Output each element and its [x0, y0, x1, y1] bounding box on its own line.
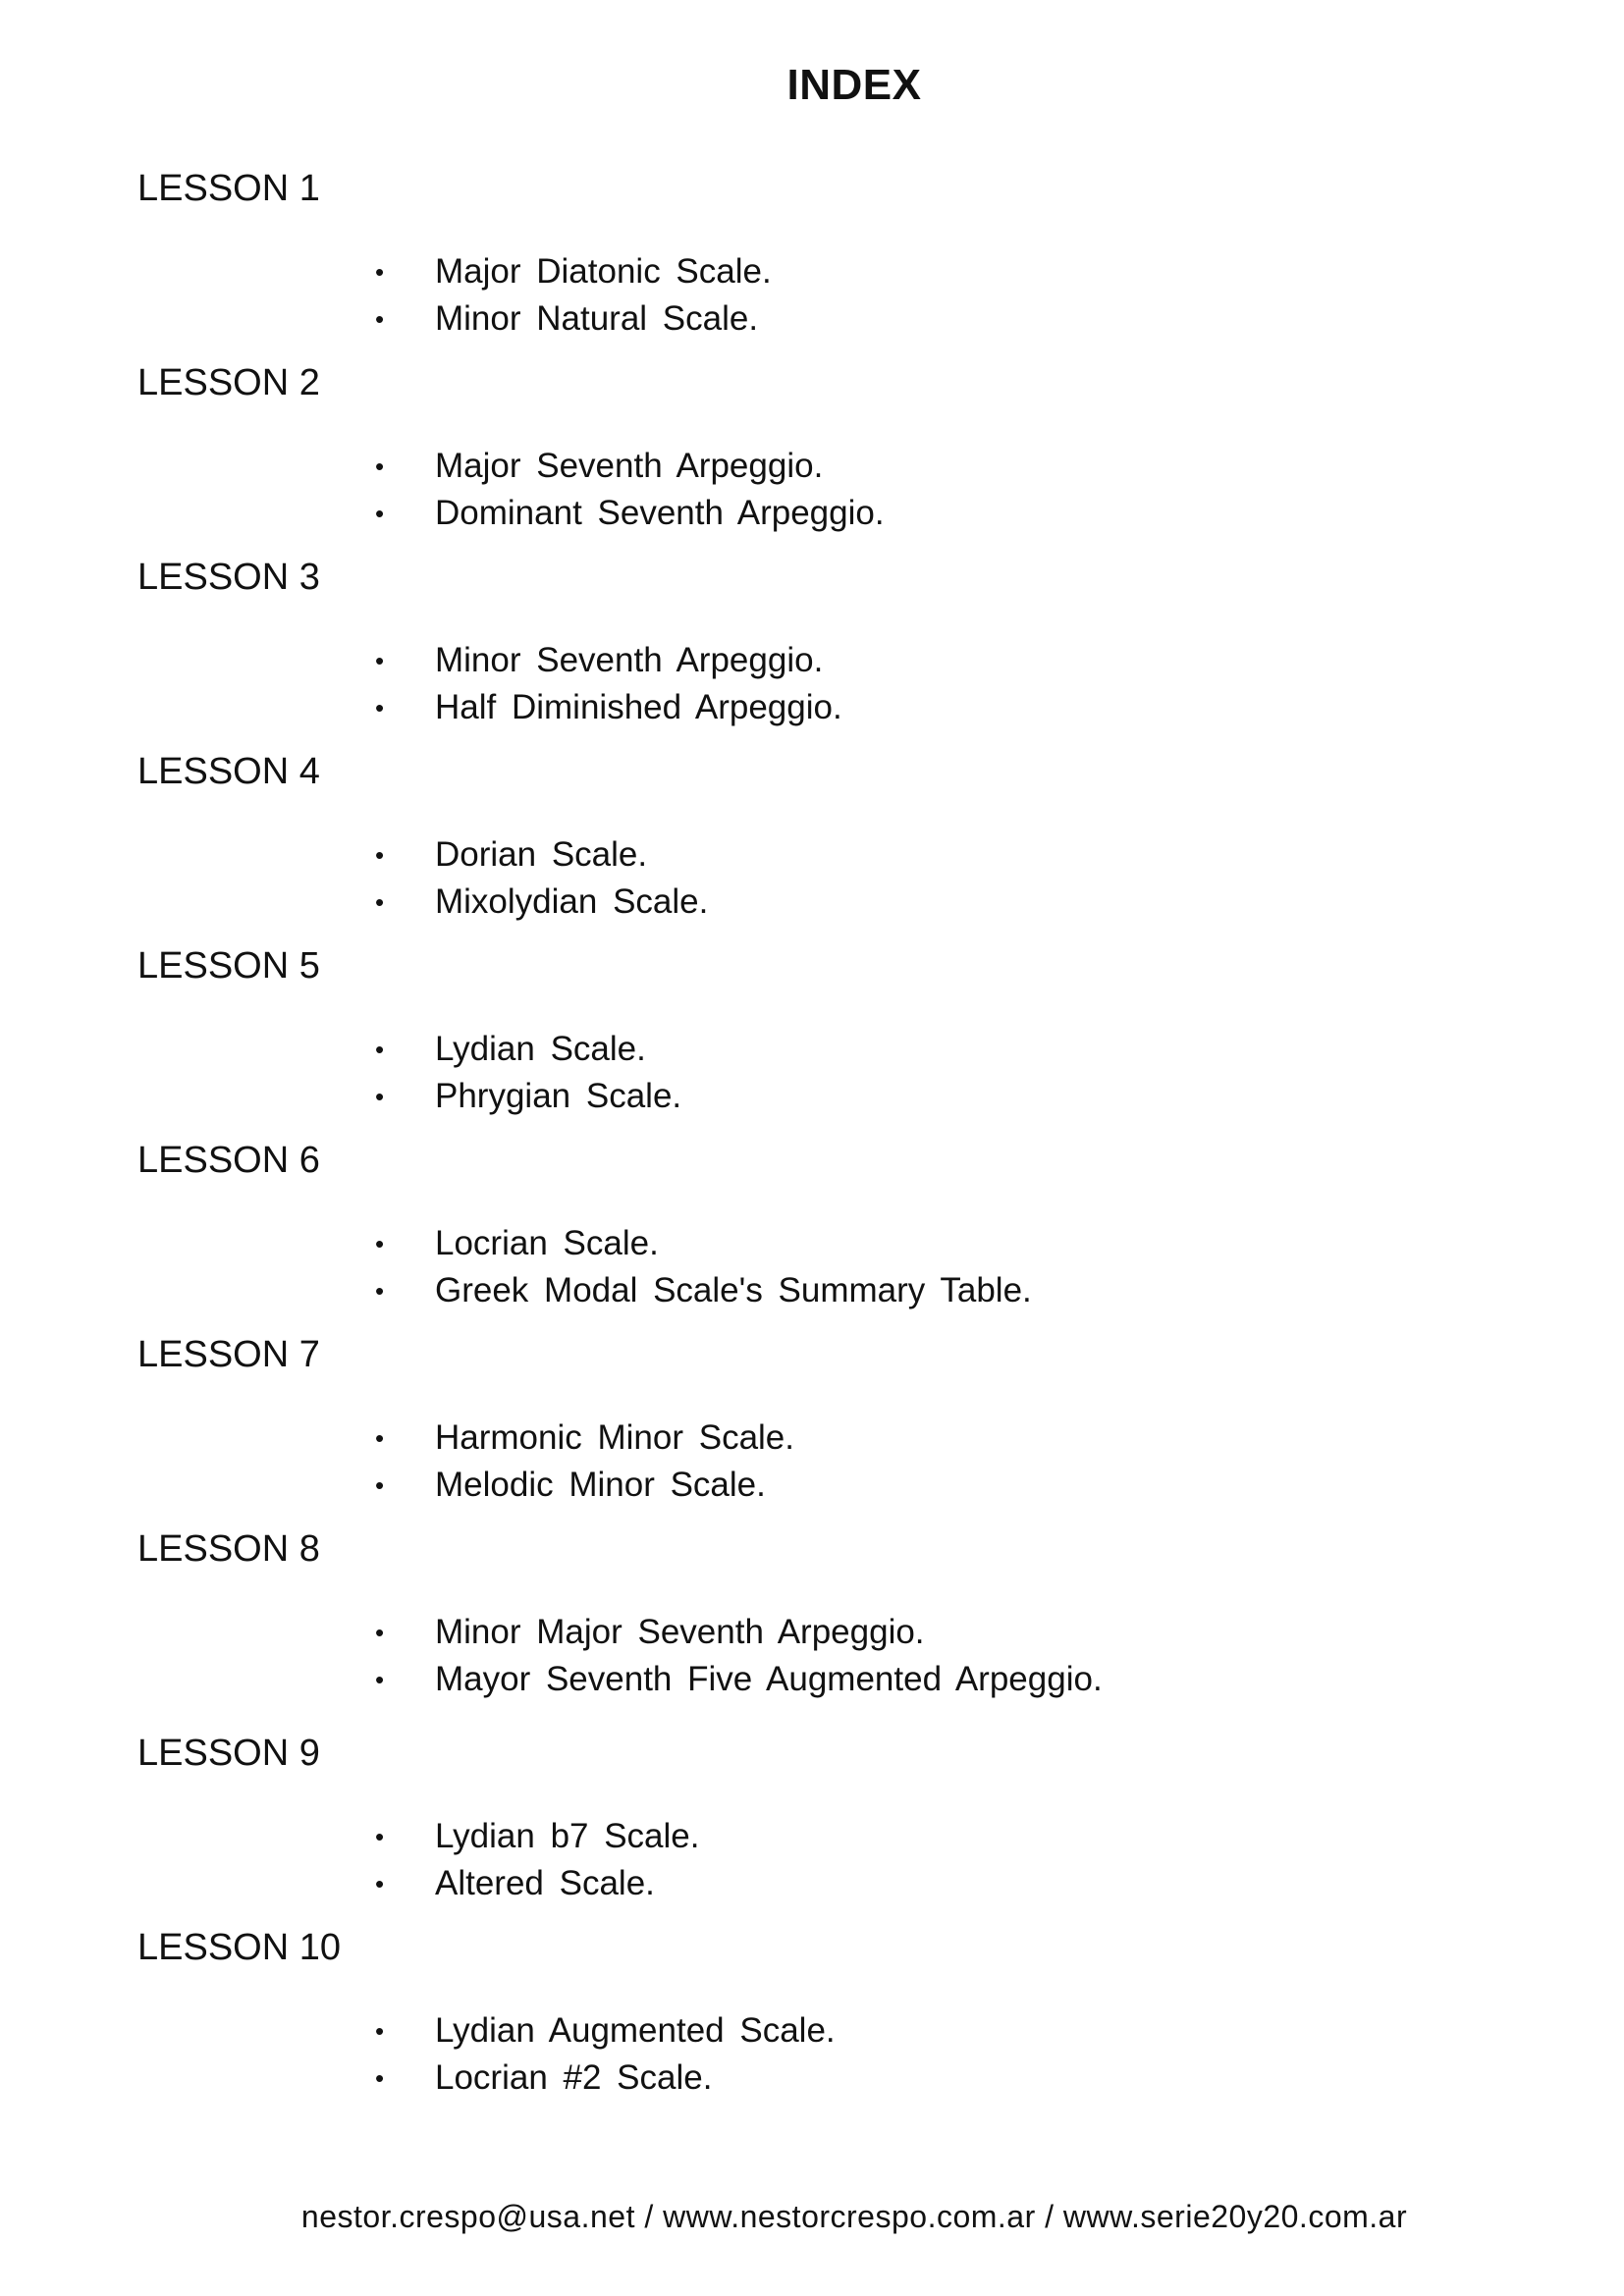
topic-text: Mixolydian Scale.	[435, 882, 709, 921]
lesson-title: LESSON 2	[137, 362, 320, 403]
topic-text: Half Diminished Arpeggio.	[435, 688, 842, 726]
topic-text: Mayor Seventh Five Augmented Arpeggio.	[435, 1660, 1103, 1698]
lesson-1	[137, 167, 1414, 343]
topic-text: Minor Seventh Arpeggio.	[435, 641, 824, 679]
topic-item	[137, 2055, 1414, 2102]
topic-list	[137, 637, 1414, 731]
topic-item	[137, 831, 1414, 879]
topic-text: Harmonic Minor Scale.	[435, 1418, 794, 1457]
topic-list	[137, 831, 1414, 926]
topic-item	[137, 295, 1414, 343]
topic-list	[137, 2007, 1414, 2102]
topic-item	[137, 1267, 1414, 1314]
lesson-title: LESSON 7	[137, 1334, 320, 1375]
topic-text: Dominant Seventh Arpeggio.	[435, 494, 885, 532]
lesson-3	[137, 556, 1414, 731]
lesson-title: LESSON 5	[137, 945, 320, 987]
bullet-icon: •	[375, 646, 385, 675]
page-title: INDEX	[786, 61, 922, 109]
lesson-title: LESSON 9	[137, 1733, 320, 1774]
topic-list	[137, 1026, 1414, 1120]
topic-item	[137, 490, 1414, 537]
lesson-title: LESSON 10	[137, 1927, 341, 1968]
bullet-icon: •	[375, 499, 385, 528]
bullet-icon: •	[375, 693, 385, 722]
topic-item	[137, 1415, 1414, 1462]
lesson-title: LESSON 3	[137, 557, 320, 598]
topic-text: Major Seventh Arpeggio.	[435, 447, 824, 485]
topic-list	[137, 443, 1414, 537]
bullet-icon: •	[375, 1035, 385, 1064]
lesson-title: LESSON 8	[137, 1528, 320, 1570]
bullet-icon: •	[375, 1229, 385, 1258]
topic-item	[137, 443, 1414, 490]
topic-text: Minor Natural Scale.	[435, 299, 759, 338]
topic-item	[137, 879, 1414, 926]
topic-item	[137, 684, 1414, 731]
topic-list	[137, 1813, 1414, 1907]
lesson-8	[137, 1527, 1414, 1703]
topic-item	[137, 1656, 1414, 1703]
topic-item	[137, 1860, 1414, 1907]
bullet-icon: •	[375, 1423, 385, 1453]
bullet-icon: •	[375, 840, 385, 870]
bullet-icon: •	[375, 887, 385, 917]
bullet-icon: •	[375, 1276, 385, 1306]
topic-list	[137, 1609, 1414, 1703]
lesson-2	[137, 361, 1414, 537]
topic-text: Lydian Augmented Scale.	[435, 2011, 836, 2050]
topic-item	[137, 1073, 1414, 1120]
bullet-icon: •	[375, 1822, 385, 1851]
bullet-icon: •	[375, 1869, 385, 1898]
lesson-title: LESSON 6	[137, 1140, 320, 1181]
lesson-6	[137, 1139, 1414, 1314]
topic-text: Melodic Minor Scale.	[435, 1466, 766, 1504]
lesson-9	[137, 1732, 1414, 1907]
bullet-icon: •	[375, 304, 385, 334]
bullet-icon: •	[375, 1470, 385, 1500]
topic-text: Locrian #2 Scale.	[435, 2058, 713, 2097]
lesson-4	[137, 750, 1414, 926]
topic-item	[137, 1609, 1414, 1656]
lesson-title: LESSON 4	[137, 751, 320, 792]
bullet-icon: •	[375, 1665, 385, 1694]
topic-item	[137, 1220, 1414, 1267]
lesson-7	[137, 1333, 1414, 1509]
topic-text: Phrygian Scale.	[435, 1077, 682, 1115]
topic-item	[137, 1026, 1414, 1073]
topic-item	[137, 1462, 1414, 1509]
bullet-icon: •	[375, 2016, 385, 2046]
topic-text: Greek Modal Scale's Summary Table.	[435, 1271, 1032, 1309]
topic-text: Dorian Scale.	[435, 835, 648, 874]
topic-text: Lydian Scale.	[435, 1030, 646, 1068]
topic-list	[137, 1415, 1414, 1509]
topic-text: Minor Major Seventh Arpeggio.	[435, 1613, 925, 1651]
bullet-icon: •	[375, 452, 385, 481]
bullet-icon: •	[375, 2063, 385, 2093]
topic-item	[137, 248, 1414, 295]
lesson-10	[137, 1926, 1414, 2102]
bullet-icon: •	[375, 1082, 385, 1111]
topic-item	[137, 2007, 1414, 2055]
footer-contact: nestor.crespo@usa.net / www.nestorcrespo.com.ar / www.serie20y20.com.ar	[300, 2199, 1408, 2234]
lesson-title: LESSON 1	[137, 168, 320, 209]
topic-text: Major Diatonic Scale.	[435, 252, 772, 291]
topic-list	[137, 1220, 1414, 1314]
topic-text: Lydian b7 Scale.	[435, 1817, 700, 1855]
topic-text: Locrian Scale.	[435, 1224, 659, 1262]
topic-item	[137, 637, 1414, 684]
bullet-icon: •	[375, 257, 385, 287]
topic-list	[137, 248, 1414, 343]
bullet-icon: •	[375, 1618, 385, 1647]
topic-item	[137, 1813, 1414, 1860]
lesson-5	[137, 944, 1414, 1120]
topic-text: Altered Scale.	[435, 1864, 655, 1902]
